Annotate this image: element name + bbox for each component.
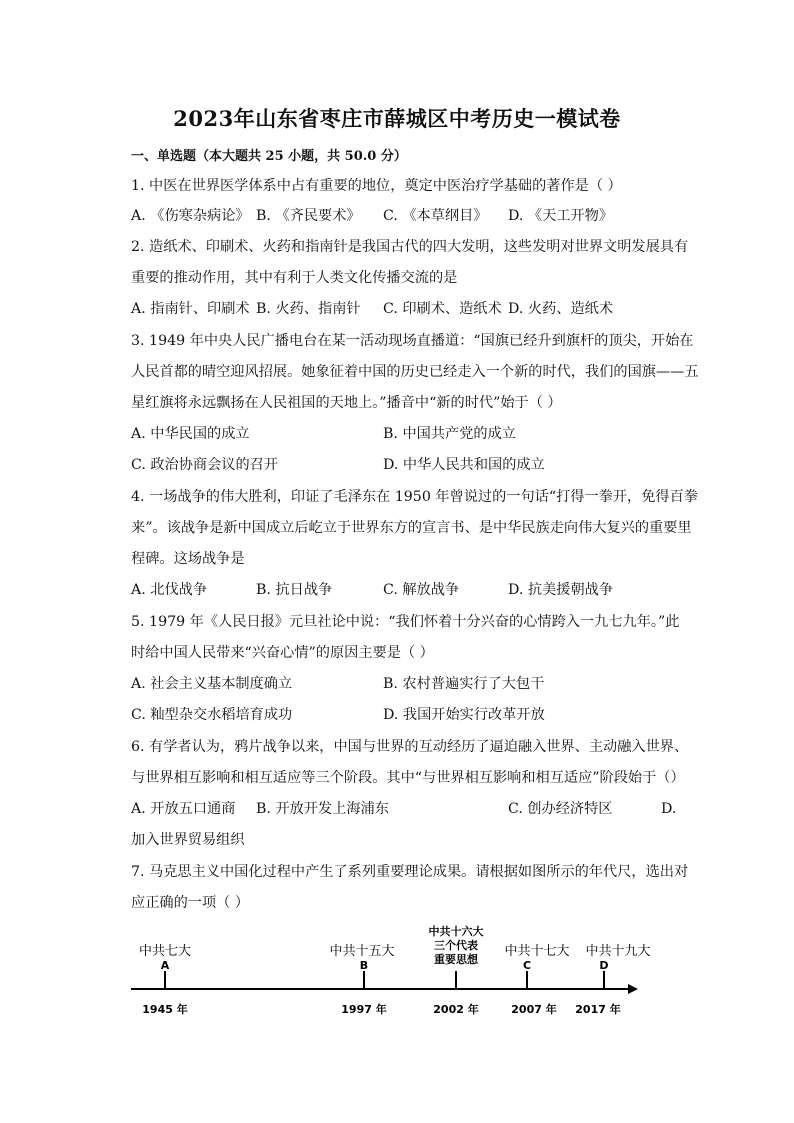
event-label-3-line-3: 重要思想 [434, 953, 478, 966]
question-4-stem-line-2: 来”。该战争是新中国成立后屹立于世界东方的宣言书、是中华民族走向伟大复兴的重要里 [131, 520, 692, 536]
q2-option-a: A. 指南针、印刷术 [131, 301, 250, 317]
event-marker-b: B [359, 959, 369, 972]
year-label-2007: 2007 年 [511, 1003, 557, 1016]
year-label-2002: 2002 年 [433, 1003, 479, 1016]
year-label-1945: 1945 年 [142, 1003, 188, 1016]
section-heading: 一、单选题（本大题共 25 小题，共 50.0 分） [131, 149, 407, 164]
q3-option-c: C. 政治协商会议的召开 [131, 457, 279, 473]
event-label-2: 中共十五大 [329, 944, 395, 959]
event-label-3-line-1: 中共十六大 [428, 925, 484, 938]
q5-option-d: D. 我国开始实行改革开放 [383, 707, 545, 723]
q4-option-a: A. 北伐战争 [131, 582, 208, 598]
event-label-5: 中共十九大 [585, 944, 651, 959]
year-label-1997: 1997 年 [341, 1003, 387, 1016]
q2-option-c: C. 印刷术、造纸术 [383, 301, 502, 317]
year-label-2017: 2017 年 [575, 1003, 621, 1016]
q1-option-c: C. 《本草纲目》 [383, 208, 488, 224]
q5-option-c: C. 籼型杂交水稻培育成功 [131, 707, 293, 723]
q2-option-d: D. 火药、造纸术 [508, 301, 614, 317]
q3-option-b: B. 中国共产党的成立 [383, 426, 516, 442]
q6-option-d: D. [661, 801, 677, 817]
q1-option-b: B. 《齐民要术》 [256, 208, 361, 224]
page-title: 2023年山东省枣庄市薛城区中考历史一模试卷 [173, 106, 621, 131]
q3-option-d: D. 中华人民共和国的成立 [383, 457, 545, 473]
question-5-stem-line-2: 时给中国人民带来“兴奋心情”的原因主要是（ ） [131, 645, 434, 661]
event-marker-c: C [522, 959, 532, 972]
event-marker-a: A [160, 959, 170, 972]
q4-option-d: D. 抗美援朝战争 [508, 582, 614, 598]
q1-option-a: A. 《伤寒杂病论》 [131, 208, 250, 224]
question-3-stem-line-3: 星红旗将永远飘扬在人民祖国的天地上。”播音中“新的时代”始于（ ） [131, 395, 562, 411]
q5-option-b: B. 农村普遍实行了大包干 [383, 676, 545, 692]
q6-option-a: A. 开放五口通商 [131, 801, 236, 817]
q5-option-a: A. 社会主义基本制度确立 [131, 676, 293, 692]
event-label-4: 中共十七大 [504, 944, 570, 959]
event-label-1: 中共七大 [138, 944, 192, 959]
q6-option-b: B. 开放开发上海浦东 [256, 801, 389, 817]
q3-option-a: A. 中华民国的成立 [131, 426, 250, 442]
q4-option-c: C. 解放战争 [383, 582, 460, 598]
question-2-stem-line-2: 重要的推动作用，其中有利于人类文化传播交流的是 [131, 270, 458, 286]
question-3-stem-line-1: 3. 1949 年中央人民广播电台在某一活动现场直播道：“国旗已经升到旗杆的顶尖，开始在 [131, 333, 694, 349]
question-1-stem: 1. 中医在世界医学体系中占有重要的地位，奠定中医治疗学基础的著作是（ ） [131, 178, 622, 194]
question-2-stem-line-1: 2. 造纸术、印刷术、火药和指南针是我国古代的四大发明，这些发明对世界文明发展具有 [131, 239, 689, 255]
question-3-stem-line-2: 人民首都的晴空迎风招展。她象征着中国的历史已经走入一个新的时代，我们的国旗——五 [131, 364, 699, 380]
question-4-stem-line-3: 程碑。这场战争是 [131, 551, 245, 567]
question-7-stem-line-1: 7. 马克思主义中国化过程中产生了系列重要理论成果。请根据如图所示的年代尺，选出对 [131, 864, 689, 880]
q6-option-d-text: 加入世界贸易组织 [131, 832, 245, 848]
timeline-arrow [628, 984, 638, 994]
question-4-stem-line-1: 4. 一场战争的伟大胜利，印证了毛泽东在 1950 年曾说过的一句话“打得一拳开，免得百拳 [131, 489, 698, 505]
question-6-stem-line-2: 与世界相互影响和相互适应等三个阶段。其中“与世界相互影响和相互适应”阶段始于（） [131, 770, 685, 786]
question-5-stem-line-1: 5. 1979 年《人民日报》元旦社论中说：“我们怀着十分兴奋的心情跨入一九七九年。”此 [131, 614, 680, 630]
question-6-stem-line-1: 6. 有学者认为，鸦片战争以来，中国与世界的互动经历了逼迫融入世界、主动融入世界、 [131, 739, 689, 755]
question-7-stem-line-2: 应正确的一项（ ） [131, 895, 250, 911]
event-marker-d: D [599, 959, 609, 972]
q2-option-b: B. 火药、指南针 [256, 301, 361, 317]
event-label-3-line-2: 三个代表 [434, 939, 478, 952]
q6-option-c: C. 创办经济特区 [508, 801, 613, 817]
q4-option-b: B. 抗日战争 [256, 582, 333, 598]
q1-option-d: D. 《天工开物》 [508, 208, 614, 224]
